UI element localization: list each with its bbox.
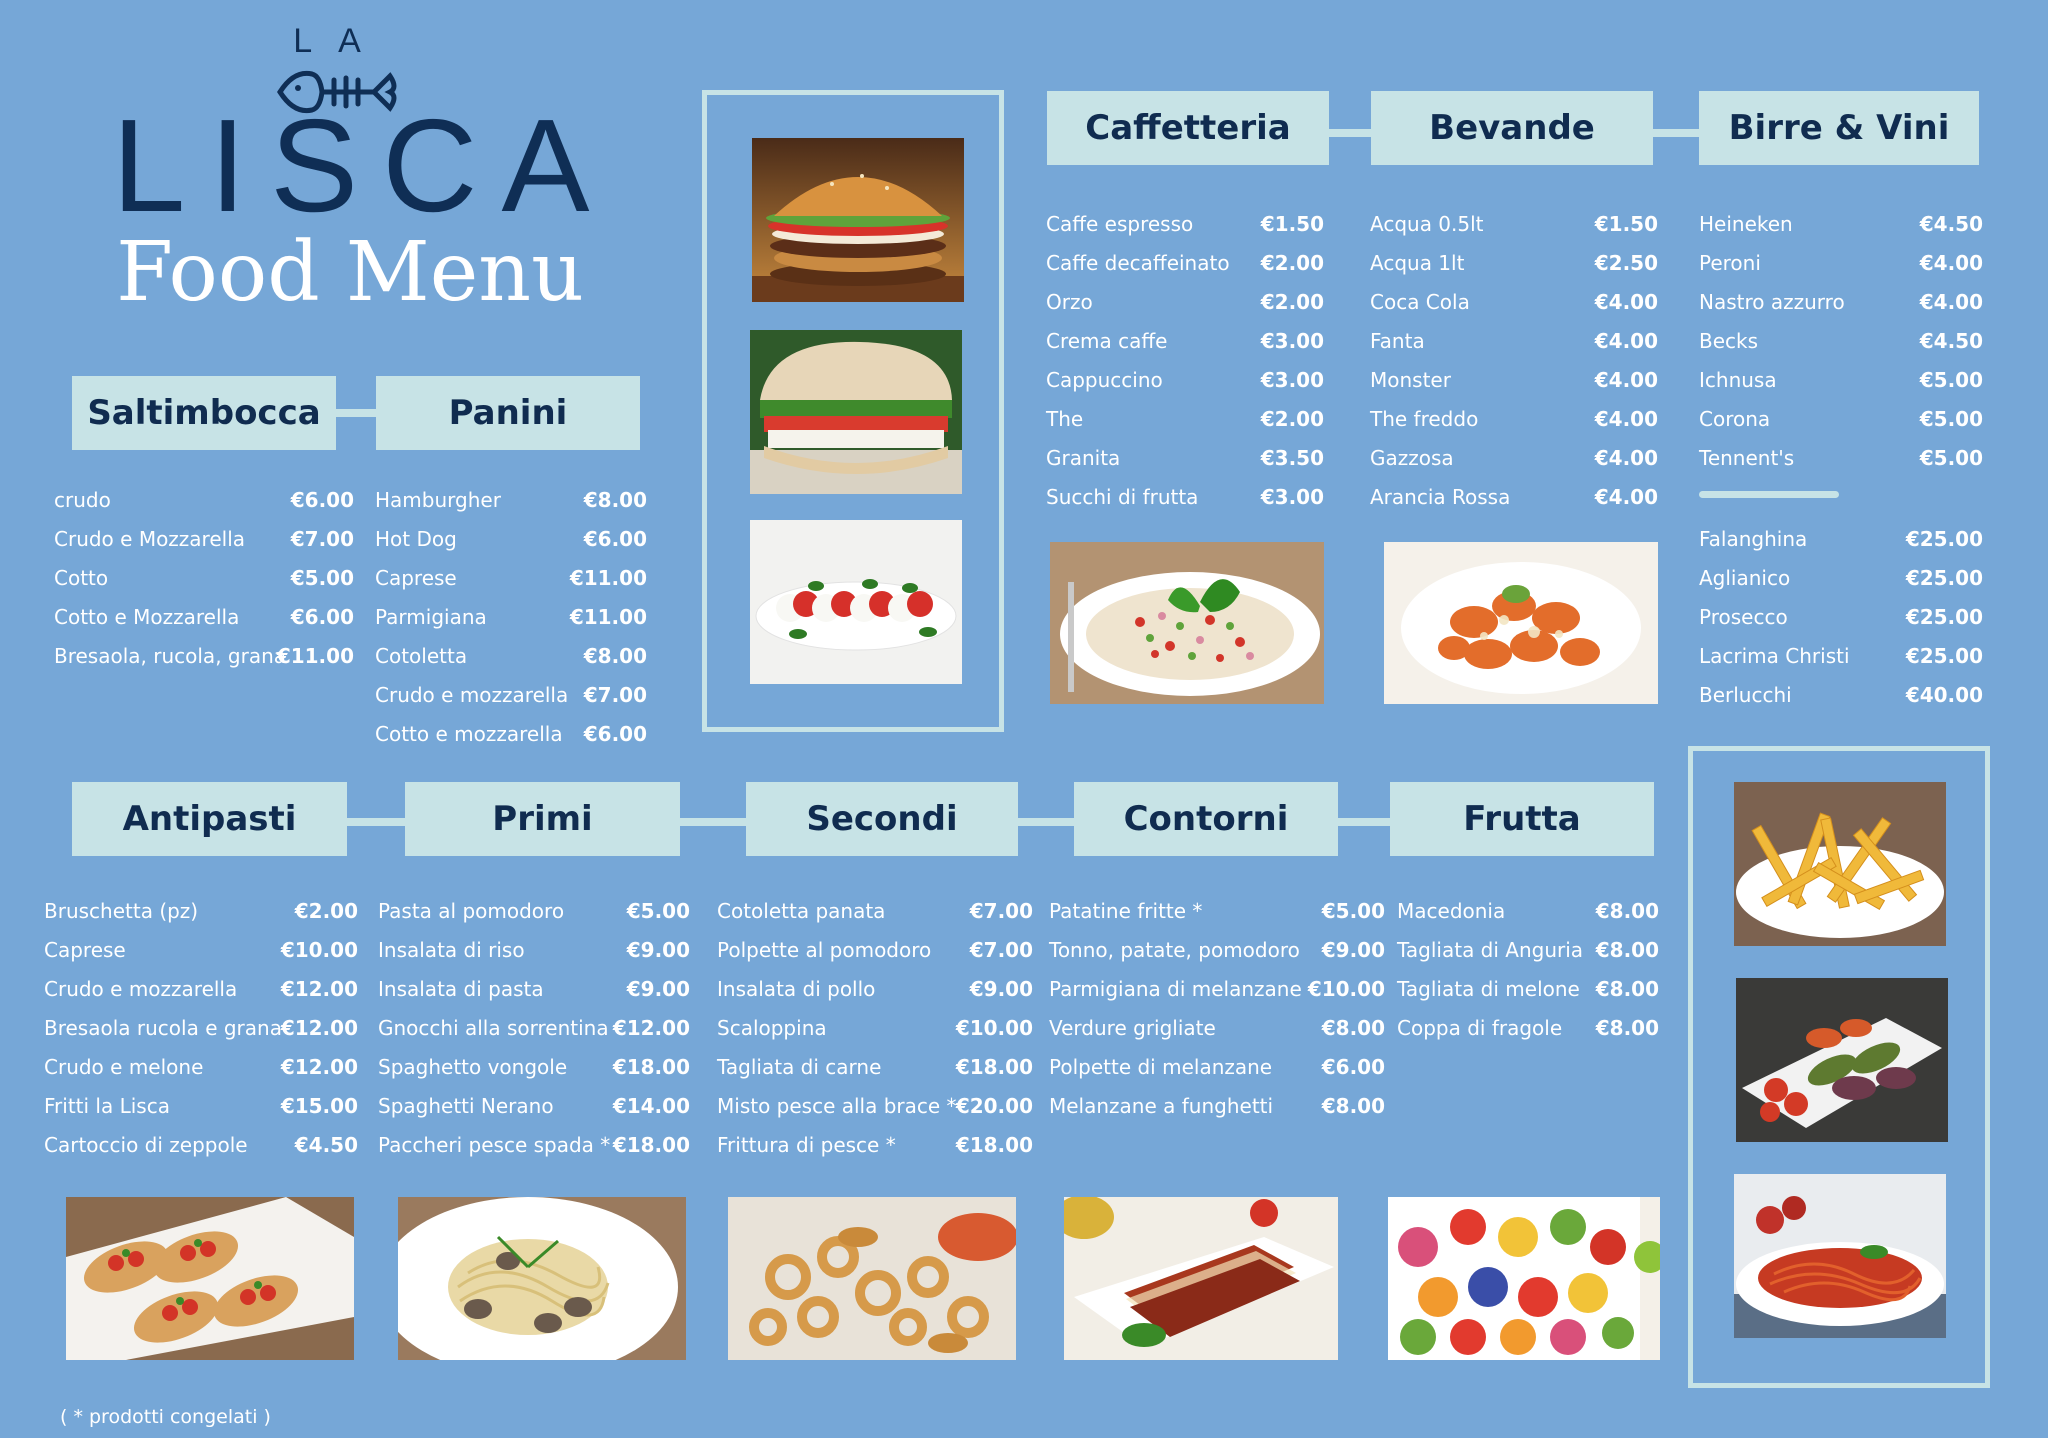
menu-item: Caprese €11.00 [375, 566, 647, 590]
menu-item: Cotto e mozzarella €6.00 [375, 722, 647, 746]
spaghetti-photo [1734, 1174, 1946, 1338]
menu-item: Misto pesce alla brace * €20.00 [717, 1094, 1033, 1118]
header-panini: Panini [376, 376, 640, 450]
header-connector [336, 409, 376, 417]
menu-item: crudo €6.00 [54, 488, 354, 512]
menu-item: Fritti la Lisca €15.00 [44, 1094, 358, 1118]
menu-item: Scaloppina €10.00 [717, 1016, 1033, 1040]
header-connector [1338, 818, 1390, 826]
header-connector [1653, 129, 1699, 137]
menu-item: Crudo e mozzarella €12.00 [44, 977, 358, 1001]
gnocchi-photo [1384, 542, 1658, 704]
header-connector [1329, 129, 1371, 137]
menu-item: Verdure grigliate €8.00 [1049, 1016, 1385, 1040]
grilled-vegetables-photo [1736, 978, 1948, 1142]
menu-item: Falanghina €25.00 [1699, 527, 1983, 551]
header-bevande: Bevande [1371, 91, 1653, 165]
header-saltimbocca: Saltimbocca [72, 376, 336, 450]
menu-item: Arancia Rossa €4.00 [1370, 485, 1658, 509]
menu-item: Tagliata di Anguria €8.00 [1397, 938, 1659, 962]
menu-item: Bruschetta (pz) €2.00 [44, 899, 358, 923]
menu-item: Hot Dog €6.00 [375, 527, 647, 551]
list-saltimbocca [54, 487, 354, 682]
menu-item: Cotoletta panata €7.00 [717, 899, 1033, 923]
menu-item: Frittura di pesce * €18.00 [717, 1133, 1033, 1157]
menu-item: Cotto e Mozzarella €6.00 [54, 605, 354, 629]
menu-item: Cartoccio di zeppole €4.50 [44, 1133, 358, 1157]
menu-item: Parmigiana €11.00 [375, 605, 647, 629]
menu-item: Crema caffe €3.00 [1046, 329, 1324, 353]
header-connector [1018, 818, 1074, 826]
menu-item: Insalata di pollo €9.00 [717, 977, 1033, 1001]
header-caffetteria: Caffetteria [1047, 91, 1329, 165]
menu-item: Macedonia €8.00 [1397, 899, 1659, 923]
menu-item: Hamburgher €8.00 [375, 488, 647, 512]
menu-item: Spaghetto vongole €18.00 [378, 1055, 690, 1079]
header-primi: Primi [405, 782, 680, 856]
menu-item: Pasta al pomodoro €5.00 [378, 899, 690, 923]
menu-item: Bresaola, rucola, grana €11.00 [54, 644, 354, 668]
menu-item: Tennent's €5.00 [1699, 446, 1983, 470]
header-contorni: Contorni [1074, 782, 1338, 856]
list-contorni [1049, 898, 1385, 1132]
menu-item: Crudo e melone €12.00 [44, 1055, 358, 1079]
menu-item: Tagliata di melone €8.00 [1397, 977, 1659, 1001]
logo-lisca: LISCA [112, 92, 614, 239]
menu-item: Succhi di frutta €3.00 [1046, 485, 1324, 509]
menu-item: Crudo e mozzarella €7.00 [375, 683, 647, 707]
menu-item: The €2.00 [1046, 407, 1324, 431]
menu-item: Corona €5.00 [1699, 407, 1983, 431]
menu-item: Lacrima Christi €25.00 [1699, 644, 1983, 668]
menu-item: Peroni €4.00 [1699, 251, 1983, 275]
list-antipasti [44, 898, 358, 1171]
list-primi [378, 898, 690, 1171]
menu-item: Cotto €5.00 [54, 566, 354, 590]
menu-item: Coca Cola €4.00 [1370, 290, 1658, 314]
bruschetta-photo [66, 1197, 354, 1360]
hamburger-photo [752, 138, 964, 302]
header-birre-vini: Birre & Vini [1699, 91, 1979, 165]
menu-item: Paccheri pesce spada * €18.00 [378, 1133, 690, 1157]
menu-item: Aglianico €25.00 [1699, 566, 1983, 590]
list-frutta [1397, 898, 1659, 1054]
menu-item: Caffe decaffeinato €2.00 [1046, 251, 1324, 275]
menu-item: Acqua 1lt €2.50 [1370, 251, 1658, 275]
menu-item: Cappuccino €3.00 [1046, 368, 1324, 392]
rice-salad-photo [1050, 542, 1324, 704]
header-frutta: Frutta [1390, 782, 1654, 856]
spaghetti-vongole-photo [398, 1197, 686, 1360]
frittura-photo [728, 1197, 1016, 1360]
menu-item: Spaghetti Nerano €14.00 [378, 1094, 690, 1118]
menu-item: Granita €3.50 [1046, 446, 1324, 470]
menu-item: Berlucchi €40.00 [1699, 683, 1983, 707]
menu-item: Insalata di pasta €9.00 [378, 977, 690, 1001]
menu-item: Becks €4.50 [1699, 329, 1983, 353]
menu-item: Insalata di riso €9.00 [378, 938, 690, 962]
menu-item: Parmigiana di melanzane €10.00 [1049, 977, 1385, 1001]
menu-item: Monster €4.00 [1370, 368, 1658, 392]
list-vini [1699, 526, 1983, 721]
food-menu-title: Food Menu [116, 225, 584, 320]
menu-item: Ichnusa €5.00 [1699, 368, 1983, 392]
menu-item: Caffe espresso €1.50 [1046, 212, 1324, 236]
menu-item: Gnocchi alla sorrentina €12.00 [378, 1016, 690, 1040]
parmigiana-photo [1064, 1197, 1338, 1360]
menu-item: Bresaola rucola e grana €12.00 [44, 1016, 358, 1040]
fries-photo [1734, 782, 1946, 946]
menu-item: Crudo e Mozzarella €7.00 [54, 527, 354, 551]
menu-item: Heineken €4.50 [1699, 212, 1983, 236]
header-connector [347, 818, 405, 826]
menu-item: Nastro azzurro €4.00 [1699, 290, 1983, 314]
list-birre [1699, 211, 1983, 484]
list-caffetteria [1046, 211, 1324, 523]
menu-item: The freddo €4.00 [1370, 407, 1658, 431]
header-secondi: Secondi [746, 782, 1018, 856]
header-connector [680, 818, 746, 826]
menu-item: Tonno, patate, pomodoro €9.00 [1049, 938, 1385, 962]
menu-item: Polpette di melanzane €6.00 [1049, 1055, 1385, 1079]
menu-item: Fanta €4.00 [1370, 329, 1658, 353]
list-panini [375, 487, 647, 760]
header-antipasti: Antipasti [72, 782, 347, 856]
menu-item: Tagliata di carne €18.00 [717, 1055, 1033, 1079]
menu-item: Orzo €2.00 [1046, 290, 1324, 314]
logo-la: LA [293, 22, 387, 60]
menu-item: Coppa di fragole €8.00 [1397, 1016, 1659, 1040]
fruit-salad-photo [1388, 1197, 1660, 1360]
beer-wine-divider [1699, 491, 1839, 498]
sandwich-photo [750, 330, 962, 494]
menu-item: Polpette al pomodoro €7.00 [717, 938, 1033, 962]
list-bevande [1370, 211, 1658, 523]
menu-item: Melanzane a funghetti €8.00 [1049, 1094, 1385, 1118]
list-secondi [717, 898, 1033, 1171]
menu-item: Cotoletta €8.00 [375, 644, 647, 668]
menu-item: Gazzosa €4.00 [1370, 446, 1658, 470]
menu-item: Acqua 0.5lt €1.50 [1370, 212, 1658, 236]
footnote-frozen-products: ( * prodotti congelati ) [60, 1406, 271, 1428]
menu-item: Caprese €10.00 [44, 938, 358, 962]
menu-item: Patatine fritte * €5.00 [1049, 899, 1385, 923]
menu-item: Prosecco €25.00 [1699, 605, 1983, 629]
caprese-photo [750, 520, 962, 684]
